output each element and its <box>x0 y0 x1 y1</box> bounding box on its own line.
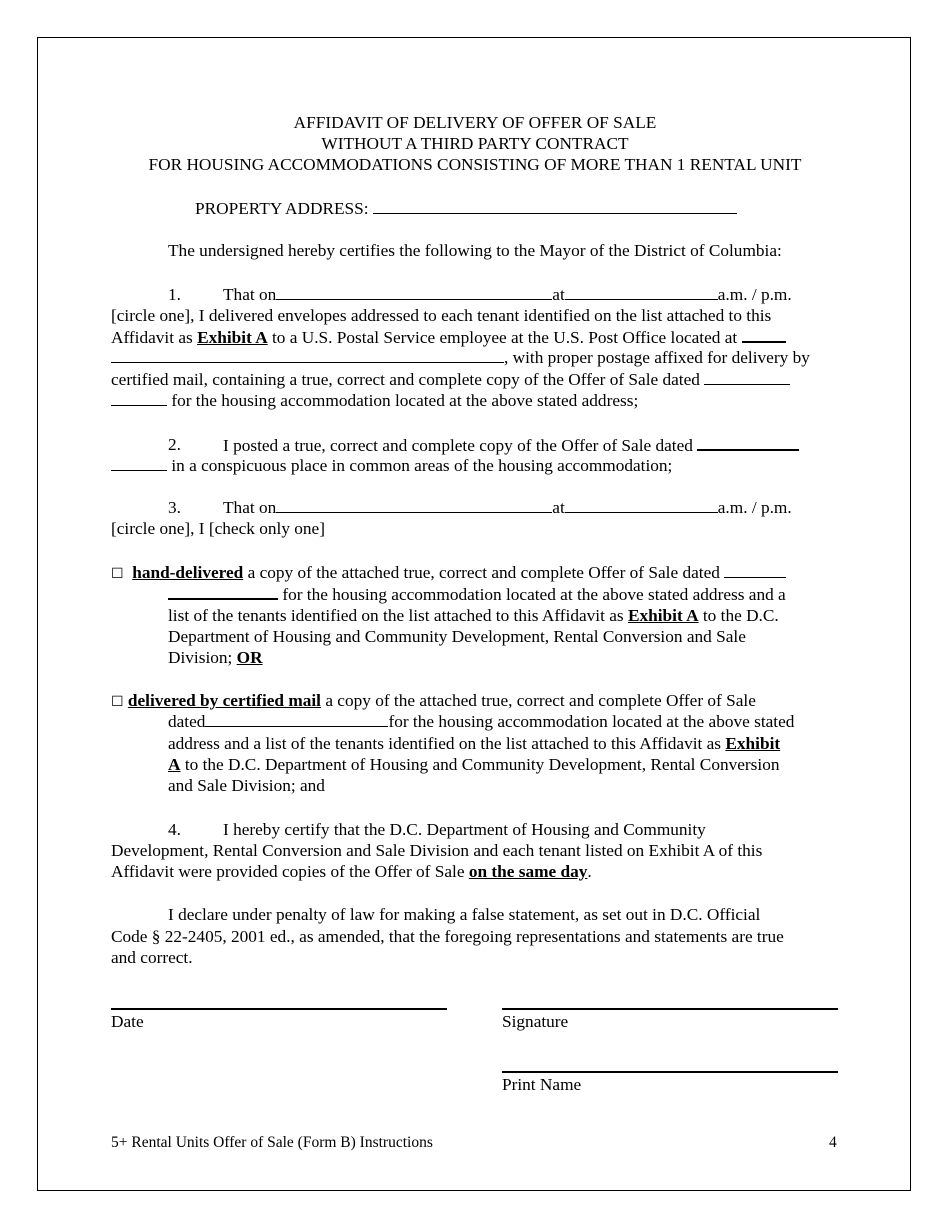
item3-ampm: a.m. / p.m. <box>717 498 792 517</box>
item3-time-field[interactable] <box>565 497 718 513</box>
item3-date-field[interactable] <box>276 497 552 513</box>
item1-ampm: a.m. / p.m. <box>717 285 792 304</box>
certified-mail-checkbox[interactable]: ☐ <box>111 694 124 710</box>
option-b-text3: address and a list of the tenants identified on the list attached to this Affidavit as <box>168 734 722 753</box>
option-a-line3 <box>168 605 779 626</box>
option-b-exhibit: Exhibit <box>725 734 781 753</box>
item3-at: at <box>552 498 565 517</box>
item1-offer-date-field-b[interactable] <box>111 390 167 406</box>
option-a-text2: for the housing accommodation located at the above stated address and a <box>282 585 786 604</box>
option-a-exhibit-a: Exhibit A <box>627 606 699 625</box>
option-a-text1: a copy of the attached true, correct and complete Offer of Sale dated <box>247 563 720 582</box>
title-line-2: WITHOUT A THIRD PARTY CONTRACT <box>321 134 629 153</box>
declaration-line3: and correct. <box>111 948 193 967</box>
option-b-text1: a copy of the attached true, correct and complete Offer of Sale <box>325 691 756 710</box>
title-line-1: AFFIDAVIT OF DELIVERY OF OFFER OF SALE <box>293 113 657 132</box>
property-address-field[interactable] <box>373 198 737 214</box>
item4-num: 4. <box>168 820 181 839</box>
print-name-line[interactable] <box>502 1071 838 1073</box>
property-address-row <box>195 198 737 219</box>
option-a-line4: Department of Housing and Community Development, Rental Conversion and Sale <box>168 627 746 646</box>
item3-line2: [circle one], I [check only one] <box>111 519 325 538</box>
item4-line3 <box>111 861 592 882</box>
option-b-line5: and Sale Division; and <box>168 776 325 795</box>
option-a-or: OR <box>236 648 263 667</box>
option-a-line1 <box>111 562 786 585</box>
item1-post-office-field-a[interactable] <box>742 326 786 343</box>
date-signature-line[interactable] <box>111 1008 447 1010</box>
item1-that-on: That on <box>223 285 277 304</box>
item3-that-on: That on <box>223 498 277 517</box>
item1-time-field[interactable] <box>565 284 718 300</box>
item1-line4 <box>111 347 810 368</box>
item1-accommodation-text: for the housing accommodation located at the above stated address; <box>171 391 639 410</box>
item4-text3: Affidavit were provided copies of the Offer of Sale <box>111 862 465 881</box>
intro-paragraph: The undersigned hereby certifies the following to the Mayor of the District of Columbia: <box>168 241 782 260</box>
option-b-line2 <box>168 711 794 732</box>
item4-line2: Development, Rental Conversion and Sale Division and each tenant listed on Exhibit A of this <box>111 841 763 860</box>
item3-num: 3. <box>168 498 181 517</box>
option-a-text3: list of the tenants identified on the list attached to this Affidavit as <box>168 606 624 625</box>
option-a-to-dc: to the D.C. <box>702 606 779 625</box>
item1-exhibit-a: Exhibit A <box>197 328 268 347</box>
signature-line[interactable] <box>502 1008 838 1010</box>
item1-line1 <box>223 284 792 305</box>
option-b-exhibit-a: A <box>168 755 181 774</box>
item1-certified-text: certified mail, containing a true, correct and complete copy of the Offer of Sale dated <box>111 370 700 389</box>
item1-line3 <box>111 326 786 348</box>
option-a-line5 <box>168 647 263 668</box>
option-b-dated: dated <box>168 712 206 731</box>
item4-line1: I hereby certify that the D.C. Department of Housing and Community <box>223 820 706 839</box>
footer-page-number: 4 <box>829 1134 837 1151</box>
option-a-date-field-b[interactable] <box>168 583 278 600</box>
declaration-line2: Code § 22-2405, 2001 ed., as amended, that the foregoing representations and statements are true <box>111 927 784 946</box>
declaration-line1: I declare under penalty of law for making a false statement, as set out in D.C. Official <box>168 905 761 924</box>
option-b-text4: to the D.C. Department of Housing and Community Development, Rental Conversion <box>184 755 780 774</box>
option-a-division: Division; <box>168 648 233 667</box>
option-b-text2: for the housing accommodation located at the above stated <box>388 712 795 731</box>
property-address-label: PROPERTY ADDRESS: <box>195 199 369 218</box>
item3-line1 <box>223 497 792 518</box>
option-b-line4 <box>168 754 780 775</box>
item1-line6 <box>111 390 638 411</box>
item1-offer-date-field-a[interactable] <box>704 369 790 385</box>
signature-label: Signature <box>502 1012 569 1031</box>
item1-affidavit-as: Affidavit as <box>111 328 193 347</box>
option-b-line1 <box>111 690 756 713</box>
hand-delivered-label: hand-delivered <box>132 563 244 582</box>
item1-post-office-text: to a U.S. Postal Service employee at the U.S. Post Office located at <box>272 328 738 347</box>
footer-form-title: 5+ Rental Units Offer of Sale (Form B) Instructions <box>111 1134 433 1151</box>
option-a-line2 <box>168 583 786 605</box>
item2-line1 <box>223 434 799 456</box>
item4-same-day: on the same day <box>468 862 588 881</box>
date-label: Date <box>111 1012 144 1031</box>
item2-line2 <box>111 455 672 476</box>
item1-postage-text: , with proper postage affixed for delivery by <box>504 348 810 367</box>
option-b-line3 <box>168 733 780 754</box>
item1-at: at <box>552 285 565 304</box>
option-a-date-field-a[interactable] <box>724 562 786 578</box>
item4-period: . <box>587 862 592 881</box>
item1-num: 1. <box>168 285 181 304</box>
item1-post-office-field-b[interactable] <box>111 347 504 363</box>
option-b-date-field[interactable] <box>205 711 388 727</box>
hand-delivered-checkbox[interactable]: ☐ <box>111 566 124 582</box>
item2-num: 2. <box>168 435 181 454</box>
title-line-3: FOR HOUSING ACCOMMODATIONS CONSISTING OF MORE THAN 1 RENTAL UNIT <box>148 155 802 174</box>
item1-date-field[interactable] <box>276 284 552 300</box>
certified-mail-label: delivered by certified mail <box>127 691 321 710</box>
item2-posted-text: I posted a true, correct and complete copy of the Offer of Sale dated <box>223 436 693 455</box>
item2-date-field-b[interactable] <box>111 455 167 471</box>
print-name-label: Print Name <box>502 1075 582 1094</box>
item1-line2: [circle one], I delivered envelopes addressed to each tenant identified on the list attached to this <box>111 306 772 325</box>
item2-date-field-a[interactable] <box>697 434 799 451</box>
item1-line5 <box>111 369 790 390</box>
item2-conspicuous-text: in a conspicuous place in common areas of the housing accommodation; <box>171 456 673 475</box>
